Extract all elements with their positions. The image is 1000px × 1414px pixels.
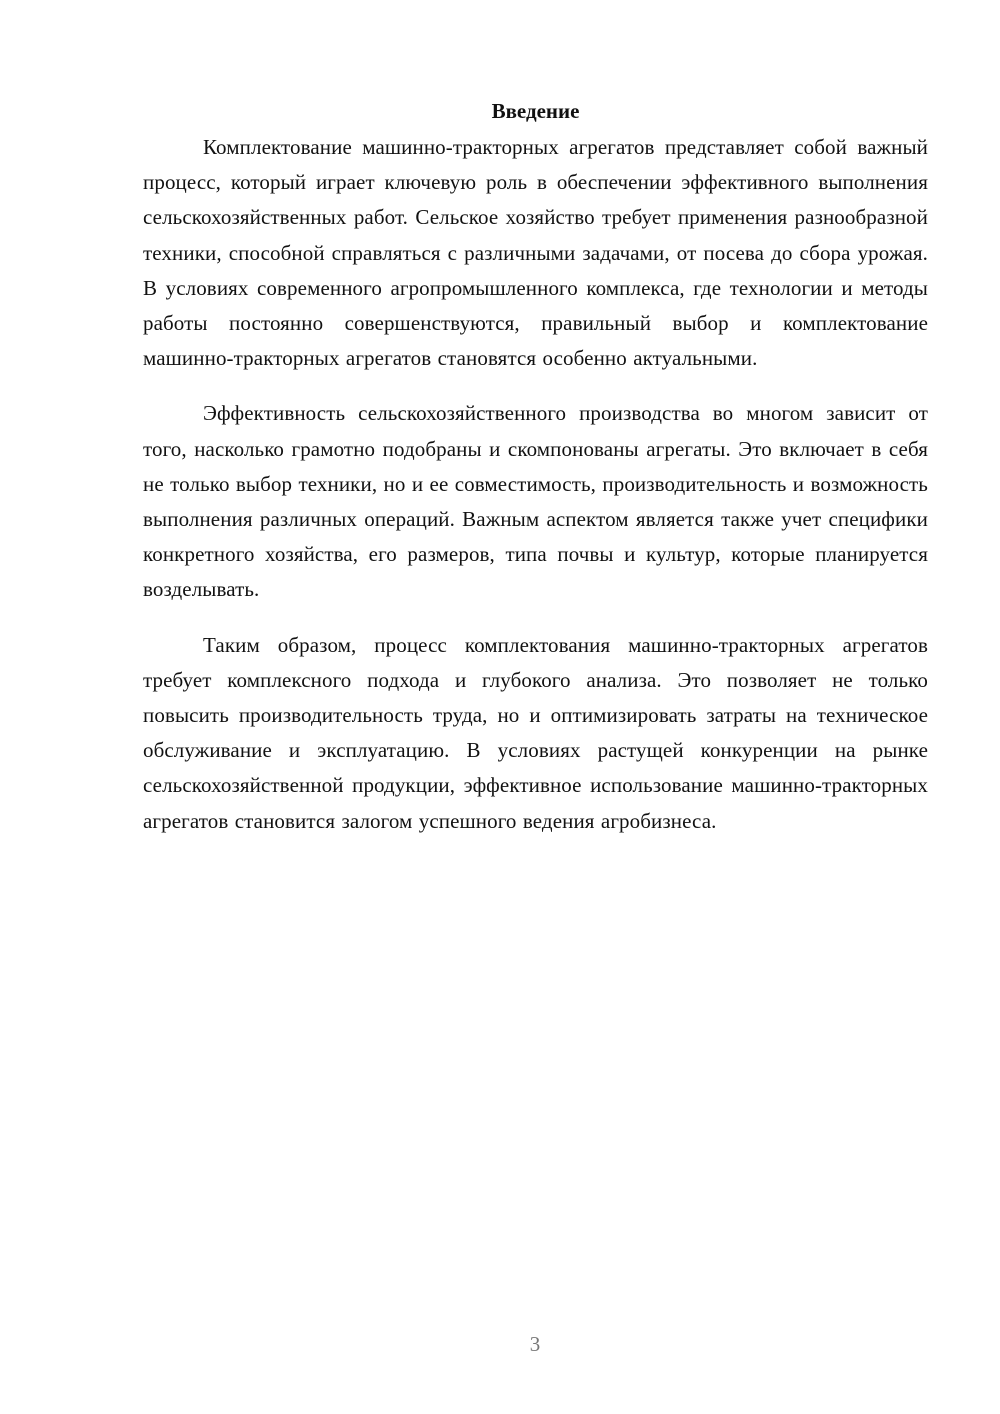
page-number: 3 — [529, 1332, 541, 1356]
paragraph-3: Таким образом, процесс комплектования машинно-тракторных агрегатов требует комплексного подхода и глубокого анализа. Это позволяет не только повысить производительность труда, но и оптимизировать затраты на техническое обслуживание и эксплуатацию. В условиях растущей конкуренции на рынке сельскохозяйственной продукции, эффективное использование машинно-тракторных агрегатов становится залогом успешного ведения агробизнеса. — [143, 632, 928, 833]
paragraph-2: Эффективность сельскохозяйственного производства во многом зависит от того, насколько грамотно подобраны и скомпонованы агрегаты. Это включает в себя не только выбор техники, но и ее совместимость, производительность и возможность выполнения различных операций. Важным аспектом является также учет специфики конкретного хозяйства, его размеров, типа почвы и культур, которые планируется возделывать. — [143, 401, 928, 602]
section-heading: Введение — [491, 99, 580, 123]
document-body — [143, 96, 928, 859]
paragraph-1: Комплектование машинно-тракторных агрегатов представляет собой важный процесс, который играет ключевую роль в обеспечении эффективного выполнения сельскохозяйственных работ. Сельское хозяйство требует применения разнообразной техники, способной справляться с различными задачами, от посева до сбора урожая. В условиях современного агропромышленного комплекса, где технологии и методы работы постоянно совершенствуются, правильный выбор и комплектование машинно-тракторных агрегатов становятся особенно актуальными. — [143, 135, 928, 371]
